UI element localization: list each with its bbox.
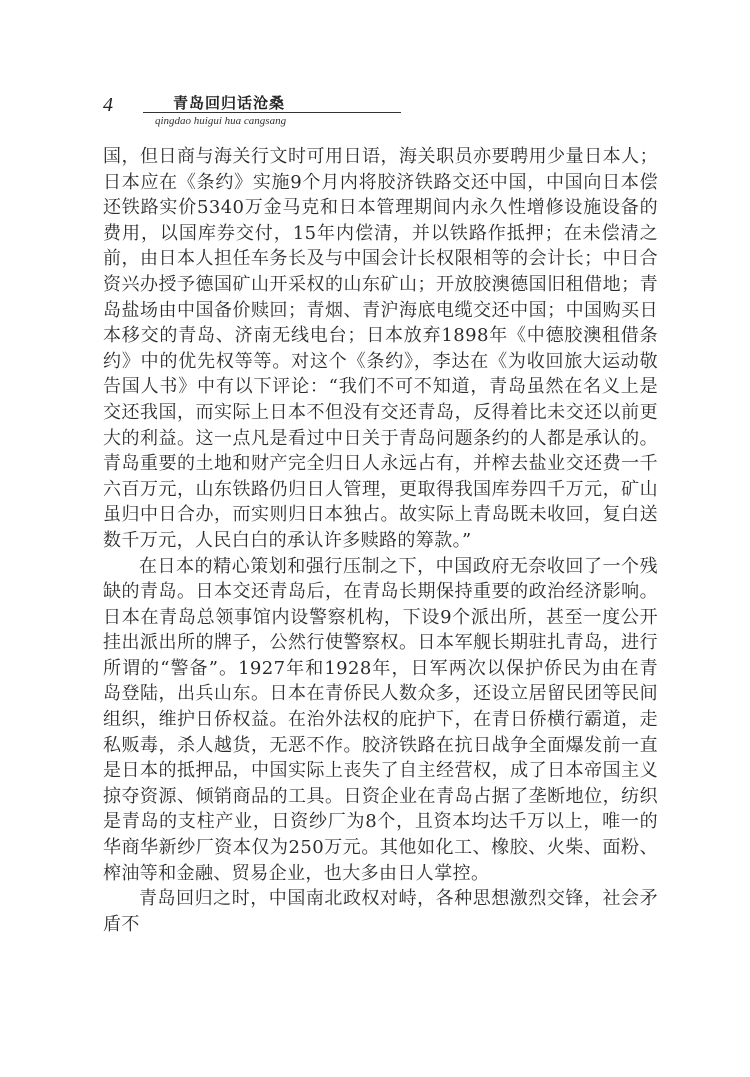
page-header xyxy=(103,88,663,138)
paragraph: 青岛回归之时，中国南北政权对峙，各种思想激烈交锋，社会矛盾不 xyxy=(103,888,658,935)
paragraph-continued: 国，但日商与海关行文时可用日语，海关职员亦要聘用少量日本人；日本应在《条约》实施9个月内将胶济铁路交还中国，中国向日本偿还铁路实价5340万金马克和日本管理期间内永久性增修设施设备的费用，以国库券交付，15年内偿清，并以铁路作抵押；在未偿清之前，由日本人担任车务长及与中国会计长权限相等的会计长；中日合资兴办授予德国矿山开采权的山东矿山；开放胶澳德国旧租借地；青岛盐场由中国备价赎回；青烟、青沪海底电缆交还中国；中国购买日本移交的青岛、济南无线电台；日本放弃1898年《中德胶澳租借条约》中的优先权等等。对这个《条约》，李达在《为收回旅大运动敬告国人书》中有以下评论：“我们不可不知道，青岛虽然在名义上是交还我国，而实际上日本不但没有交还青岛，反得着比未交还以前更大的利益。这一点凡是看过中日关于青岛问题条约的人都是承认的。青岛重要的土地和财产完全归日人永远占有，并榨去盐业交还费一千六百万元，山东铁路仍归日人管理，更取得我国库券四千万元，矿山虽归中日合办，而实则归日本独占。故实际上青岛既未收回，复白送数千万元，人民白白的承认许多赎路的筹款。” xyxy=(103,146,658,551)
body-text xyxy=(103,144,658,937)
running-title: 青岛回归话沧桑 xyxy=(173,94,286,112)
page-number: 4 xyxy=(103,94,113,116)
running-pinyin: qingdao huigui hua cangsang xyxy=(155,115,287,127)
paragraph: 在日本的精心策划和强行压制之下，中国政府无奈收回了一个残缺的青岛。日本交还青岛后，在青岛长期保持重要的政治经济影响。日本在青岛总领事馆内设警察机构，下设9个派出所，甚至一度公开挂出派出所的牌子，公然行使警察权。日本军舰长期驻扎青岛，进行所谓的“警备”。1927年和1928年，日军两次以保护侨民为由在青岛登陆，出兵山东。日本在青侨民人数众多，还设立居留民团等民间组织，维护日侨权益。在治外法权的庇护下，在青日侨横行霸道，走私贩毒，杀人越货，无恶不作。胶济铁路在抗日战争全面爆发前一直是日本的抵押品，中国实际上丧失了自主经营权，成了日本帝国主义掠夺资源、倾销商品的工具。日资企业在青岛占据了垄断地位，纺织是青岛的支柱产业，日资纱厂为8个，且资本均达千万以上，唯一的华商华新纱厂资本仅为250万元。其他如化工、橡胶、火柴、面粉、榨油等和金融、贸易企业，也大多由日人掌控。 xyxy=(103,555,658,884)
header-rule xyxy=(143,112,401,113)
